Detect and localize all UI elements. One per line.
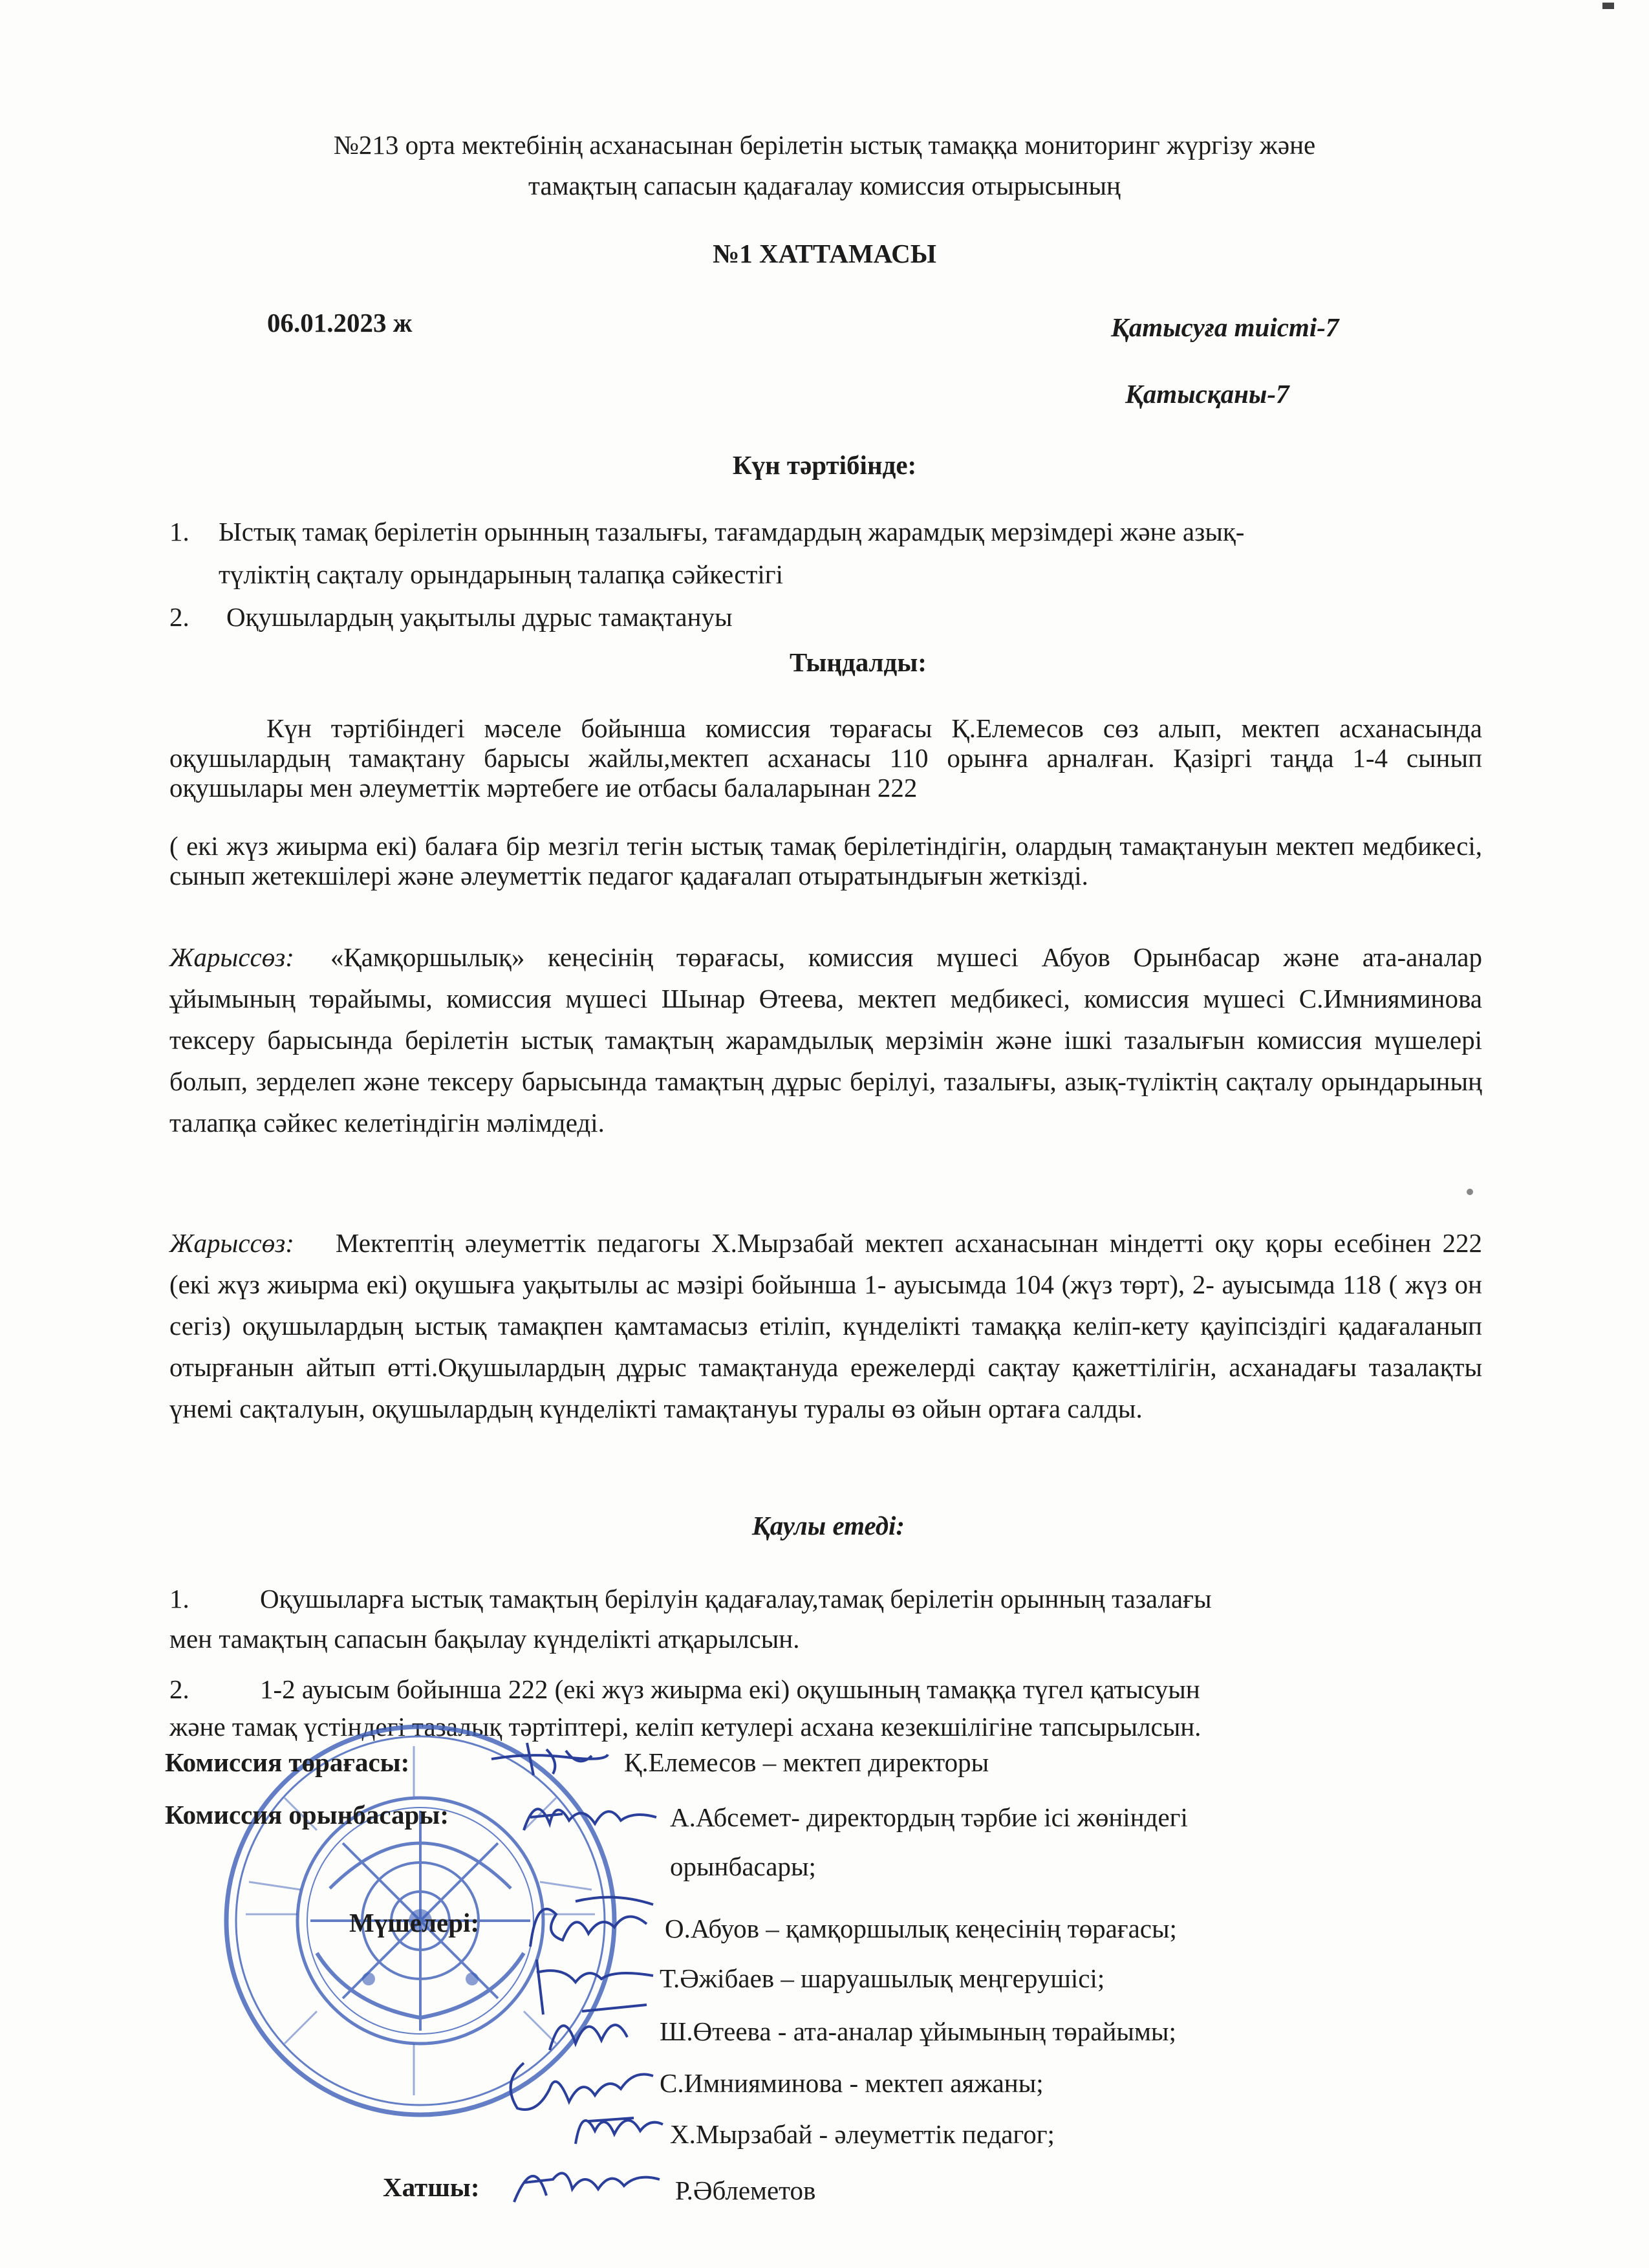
member-3-signature xyxy=(543,1998,660,2057)
heard-paragraph-1 xyxy=(169,713,1482,803)
agenda-item-number: 1. xyxy=(169,517,189,546)
must-attend-count: Қатысуға тиісті-7 xyxy=(1111,312,1339,342)
title-line-1: №213 орта мектебінің асханасынан берілетін ыстық тамаққа мониторинг жүргізу және xyxy=(333,130,1316,160)
scan-speck xyxy=(1467,1189,1473,1195)
decision-item-1 xyxy=(169,1580,1495,1617)
agenda-item-2 xyxy=(169,598,1463,636)
scan-mark xyxy=(1602,3,1614,9)
deputy-name-line2: орынбасары; xyxy=(670,1852,816,1881)
secretary-label: Хатшы: xyxy=(383,2172,480,2202)
heard-heading: Тыңдалды: xyxy=(790,647,927,677)
decision-item-text: Оқушыларға ыстық тамақтың берілуін қадағалау,тамақ берілетін орынның тазалағы xyxy=(260,1584,1212,1614)
chair-signature xyxy=(488,1736,611,1782)
secretary-name: Р.Әблеметов xyxy=(675,2176,816,2205)
decision-item-1-cont xyxy=(169,1620,1495,1658)
member-5: Х.Мырзабай - әлеуметтік педагог; xyxy=(670,2119,1055,2149)
debate-label: Жарыссөз: xyxy=(169,942,294,972)
debate-paragraph-2-text: Мектептің әлеуметтік педагогы Х.Мырзабай мектеп асханасынан міндетті оқу қоры есебінен 222 (екі жүз жиырма екі) оқушыға уақытылы ас мәзірі бойынша 1- ауысымда 104 (жүз төрт), 2- ауысымда 118 ( жүз он сегіз) оқушылардың ыстық тамақпен қамтамасыз етіліп, күнделікті тамаққа келіп-кету қауіпсіздігі қадағаланып отырғанын айтып өтті.Оқушылардың дұрыс тамақтануда ережелерді сақтау қажеттілігін, асханадағы тазалақты үнемі сақталуын, оқушылардың күнделікті тамақтануы туралы өз ойын ортаға салды. xyxy=(169,1228,1482,1423)
secretary-signature xyxy=(508,2150,663,2209)
deputy-name-line1: А.Абсемет- директордың тәрбие ісі жөніндегі xyxy=(670,1802,1188,1832)
heard-paragraph-1b xyxy=(169,831,1482,891)
decision-item-number: 2. xyxy=(169,1674,189,1704)
title-line-2: тамақтың сапасын қадағалау комиссия отырысының xyxy=(528,171,1121,200)
member-3: Ш.Өтеева - ата-аналар ұйымының төрайымы; xyxy=(660,2016,1176,2046)
attended-count: Қатысқаны-7 xyxy=(1125,379,1289,409)
agenda-item-1-cont xyxy=(169,556,1463,593)
heard-paragraph-1-text: Күн тәртібіндегі мәселе бойынша комиссия төрағасы Қ.Елемесов сөз алып, мектеп асханасында оқушылардың тамақтану барысы жайлы,мектеп асханасы 110 орынға арналған. Қазіргі таңда 1-4 сынып оқушылары мен әлеуметтік мәртебеге ие отбасы балаларынан 222 xyxy=(169,713,1482,803)
decision-item-text: мен тамақтың сапасын бақылау күнделікті атқарылсын. xyxy=(169,1624,800,1654)
agenda-item-text: Ыстық тамақ берілетін орынның тазалығы, тағамдардың жарамдық мерзімдері және азық- xyxy=(219,517,1245,546)
chair-name: Қ.Елемесов – мектеп директоры xyxy=(624,1747,989,1777)
debate-paragraph-1-text: «Қамқоршылық» кеңесінің төрағасы, комиссия мүшесі Абуов Орынбасар және ата-аналар ұйымының төрайымы, комиссия мүшесі Шынар Өтеева, мектеп медбикесі, комиссия мүшесі С.Имнияминова тексеру барысында берілетін ыстық тамақтың жарамдылық мерзімін және ішкі тазалығын комиссия мүшелері болып, зерделеп және тексеру барысында тамақтың дұрыс берілуі, тазалығы, азық-түліктің сақталу орындарының талапқа сәйкес келетіндігін мәлімдеді. xyxy=(169,942,1482,1138)
decision-item-2 xyxy=(169,1670,1495,1708)
member-5-signature xyxy=(569,2099,666,2150)
member-2: Т.Әжібаев – шаруашылық меңгерушісі; xyxy=(660,1963,1105,1993)
member-4: С.Имнияминова - мектеп аяжаны; xyxy=(660,2068,1044,2098)
agenda-item-text: түліктің сақталу орындарының талапқа сәйкестігі xyxy=(219,559,783,589)
agenda-item-1 xyxy=(169,513,1463,550)
debate-paragraph-2 xyxy=(169,1222,1482,1429)
agenda-item-number: 2. xyxy=(169,602,189,632)
agenda-item-text: Оқушылардың уақытылы дұрыс тамақтануы xyxy=(226,602,733,632)
member-1-signature xyxy=(517,1888,660,1960)
decision-item-text: және тамақ үстіндегі тазалық тәртіптері, келіп кетулері асхана кезекшілігіне тапсырылсын. xyxy=(169,1712,1202,1742)
protocol-title: №1 ХАТТАМАСЫ xyxy=(713,239,936,268)
agenda-heading: Күн тәртібінде: xyxy=(732,450,917,480)
meeting-date: 06.01.2023 ж xyxy=(267,308,413,338)
chair-label: Комиссия төрағасы: xyxy=(165,1747,410,1777)
agenda-list xyxy=(169,513,1463,636)
decision-item-text: 1-2 ауысым бойынша 222 (екі жүз жиырма екі) оқушының тамаққа түгел қатысуын xyxy=(260,1674,1200,1704)
decision-item-number: 1. xyxy=(169,1584,189,1614)
debate-paragraph-1 xyxy=(169,936,1482,1143)
member-1: О.Абуов – қамқоршылық кеңесінің төрағасы; xyxy=(665,1914,1177,1943)
deputy-signature xyxy=(517,1785,660,1843)
deputy-label: Комиссия орынбасары: xyxy=(165,1800,449,1830)
decision-heading: Қаулы етеді: xyxy=(751,1511,905,1540)
heard-paragraph-1b-text: ( екі жүз жиырма екі) балаға бір мезгіл тегін ыстық тамақ берілетіндігін, олардың тамақтануын мектеп медбикесі, сынып жетекшілері және әлеуметтік педагог қадағалап отыратындығын жеткізді. xyxy=(169,831,1482,891)
members-label: Мүшелері: xyxy=(349,1908,480,1938)
debate-label: Жарыссөз: xyxy=(169,1228,294,1258)
